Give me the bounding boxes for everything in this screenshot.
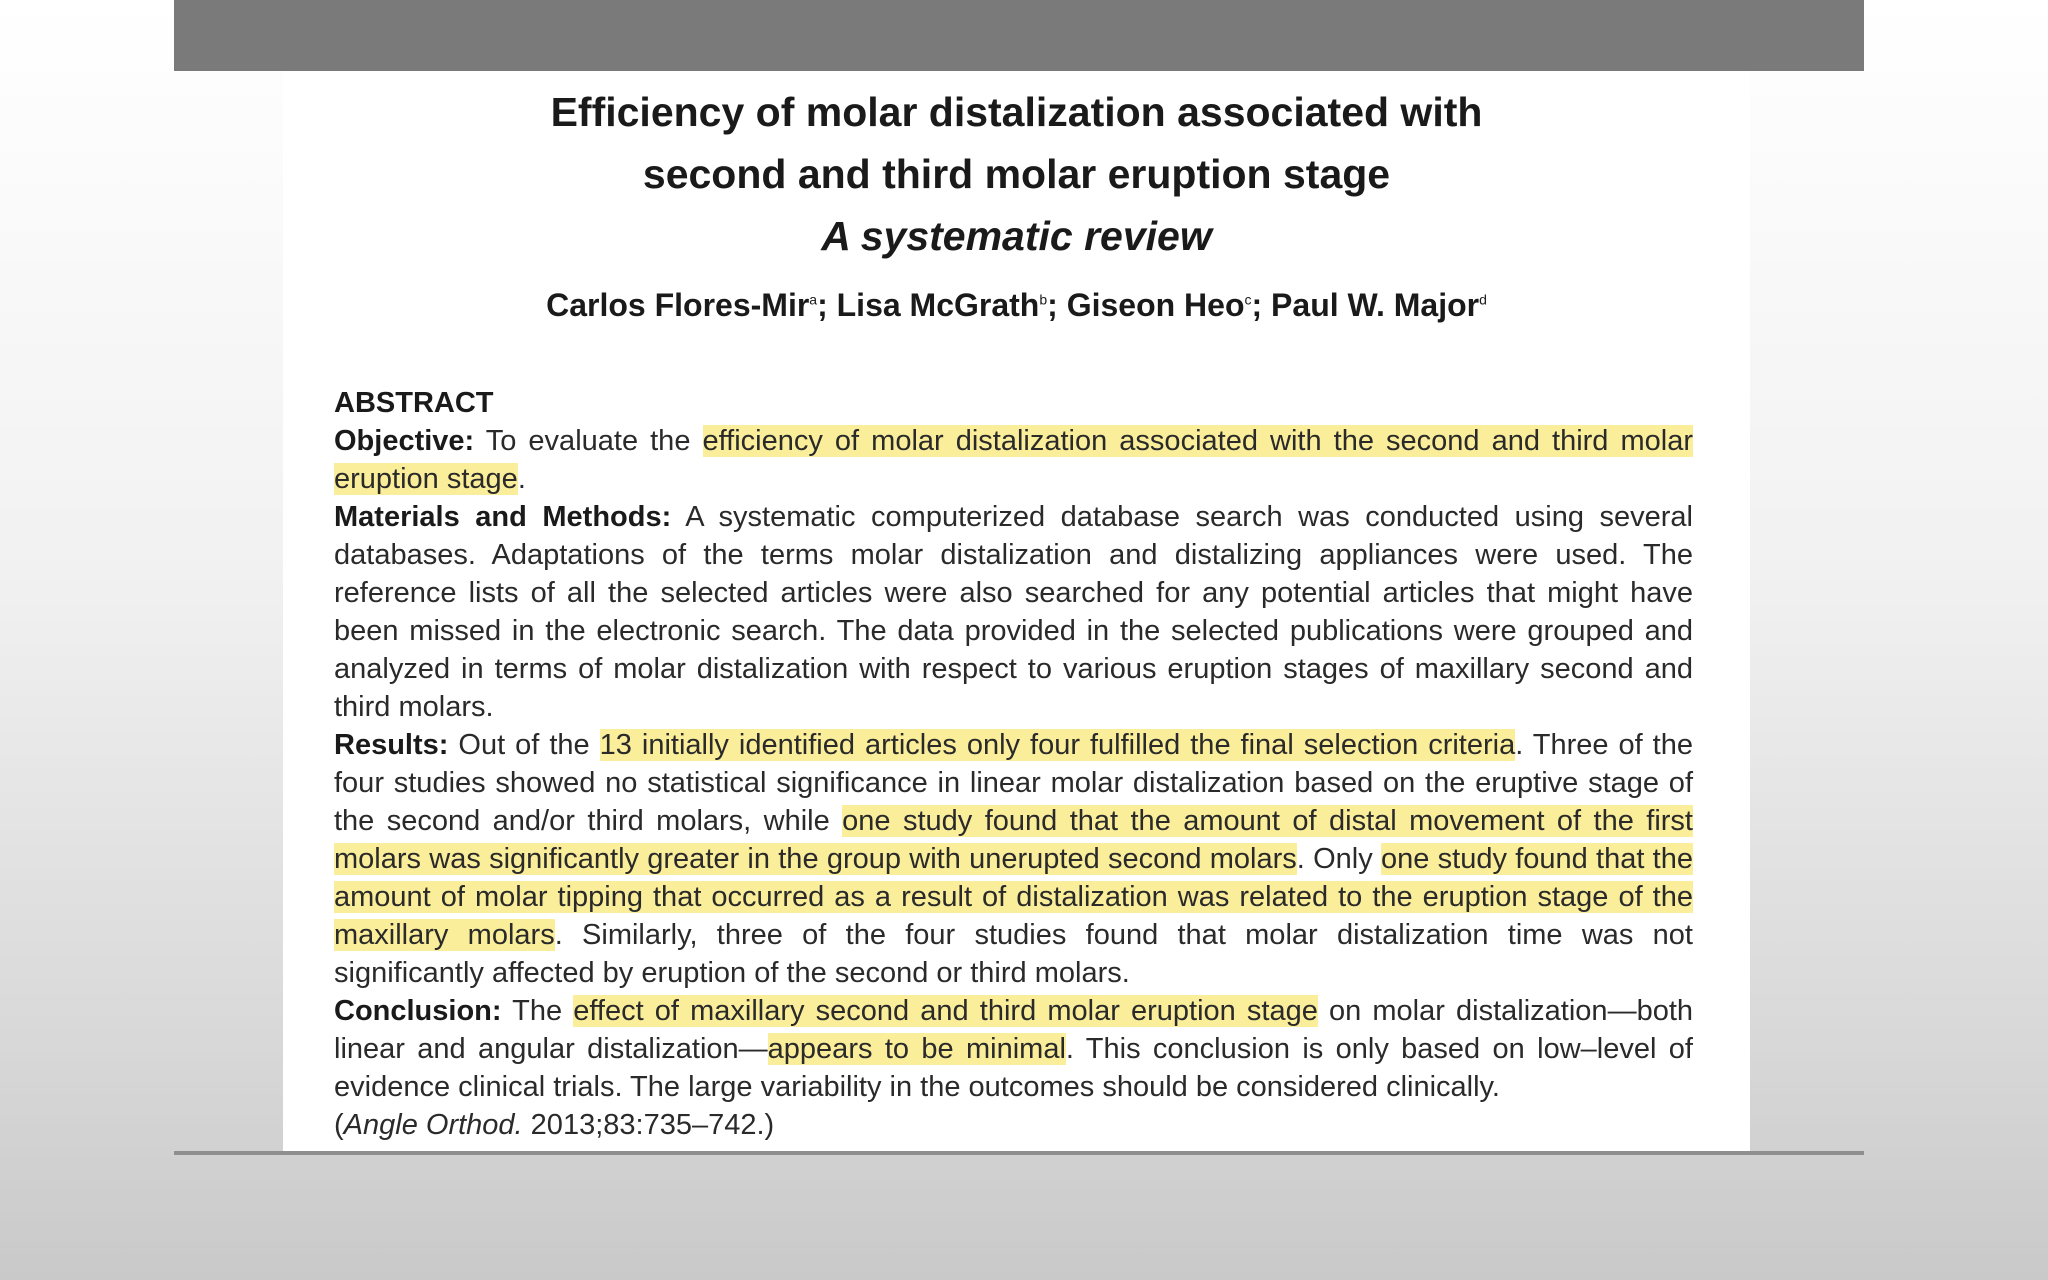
paper-subtitle: A systematic review [821,213,1212,259]
author-list [283,287,1750,324]
results-highlight: 13 initially identified articles only four fulfilled the final selection criteria [599,729,1516,761]
author-separator: ; [1047,287,1067,323]
conclusion-paragraph [334,992,1693,1106]
abstract-section [334,384,1693,1144]
conclusion-label: Conclusion: [334,995,502,1027]
results-highlight: one study found that the amount of molar tipping that occurred as a result of distalization was related to the eruption stage of the maxillary molars [334,843,1693,951]
conclusion-highlight: effect of maxillary second and third molar eruption stage [573,995,1318,1027]
citation-details: 2013;83:735–742.) [522,1109,775,1141]
author-affiliation-mark: d [1479,291,1487,308]
results-highlight: one study found that the amount of distal movement of the first molars was significantly greater in the group with unerupted second molars [334,805,1693,875]
bottom-divider-line [174,1151,1864,1155]
author-name: Giseon Heo [1066,287,1245,323]
conclusion-highlight: appears to be minimal [767,1033,1066,1065]
author-affiliation-mark: a [809,291,818,308]
results-label: Results: [334,729,449,761]
objective-text: To evaluate the [474,425,703,457]
author-affiliation-mark: b [1039,291,1048,308]
author-affiliation-mark: c [1244,291,1252,308]
author-name: Carlos Flores-Mir [546,287,810,323]
results-text: . Only [1296,843,1381,875]
citation-journal: Angle Orthod. [343,1109,523,1141]
abstract-heading: ABSTRACT [334,387,494,419]
author-name: Paul W. Major [1271,287,1480,323]
objective-label: Objective: [334,425,475,457]
results-paragraph [334,726,1693,992]
objective-highlight: efficiency of molar distalization associated with the second and third molar eruption stage [334,425,1693,495]
author-separator: ; [1251,287,1272,323]
title-line-1: Efficiency of molar distalization associated with [550,89,1483,135]
results-text: . Three of the four studies showed no statistical significance in linear molar distalization based on the eruptive stage of the second and/or third molars, while [334,729,1693,837]
objective-text: . [517,463,526,495]
citation-line [334,1106,1693,1144]
results-text: . Similarly, three of the four studies found that molar distalization time was not significantly affected by eruption of the second or third molars. [334,919,1693,989]
conclusion-text: . This conclusion is only based on low–level of evidence clinical trials. The large variability in the outcomes should be considered clinically. [334,1033,1693,1103]
methods-text: A systematic computerized database search was conducted using several databases. Adaptations of the terms molar distalization and distalizing appliances were used. The reference lists of all the selected articles were also searched for any potential articles that might have been missed in the electronic search. The data provided in the selected publications were grouped and analyzed in terms of molar distalization with respect to various eruption stages of maxillary second and third molars. [334,501,1693,723]
title-line-2: second and third molar eruption stage [642,151,1391,197]
paper-page [283,71,1750,1155]
paper-title [283,81,1750,267]
author-separator: ; [817,287,837,323]
conclusion-text: on molar distalization—both linear and angular distalization— [334,995,1694,1065]
methods-paragraph [334,498,1693,726]
top-banner-bar [174,0,1864,71]
results-text: Out of the [448,729,600,761]
objective-paragraph [334,422,1693,498]
author-name: Lisa McGrath [836,287,1040,323]
conclusion-text: The [501,995,574,1027]
methods-label: Materials and Methods: [334,501,672,533]
citation-open: ( [334,1109,344,1141]
